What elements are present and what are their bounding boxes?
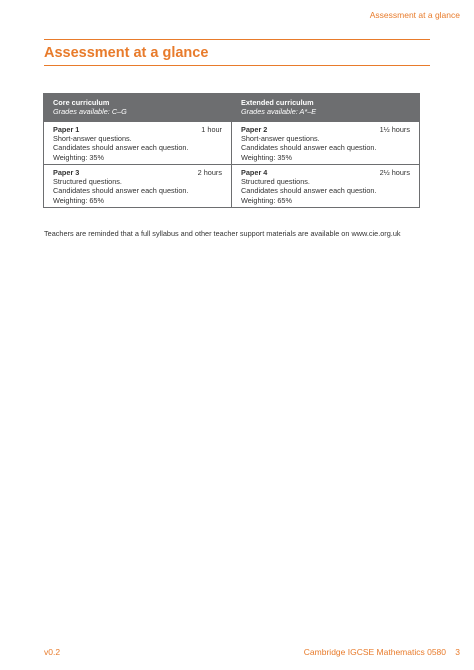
paper-cell-paper-4 [232,165,420,208]
footer-version: v0.2 [44,647,61,657]
page-number: 3 [455,647,460,657]
paper-name: Paper 3 [53,168,80,177]
footer-doc-title: Cambridge IGCSE Mathematics 0580 [303,647,446,657]
paper-format: Structured questions. [241,177,310,187]
paper-format: Short-answer questions. [53,134,132,144]
table-row [44,122,420,165]
paper-duration: 2½ hours [379,168,410,177]
paper-duration: 1 hour [201,125,222,134]
table-row [44,165,420,208]
paper-format: Short-answer questions. [241,134,320,144]
column-title: Extended curriculum [241,98,314,107]
running-header: Assessment at a glance [369,10,460,20]
column-header-core [44,94,232,122]
table-header-row [44,94,420,122]
paper-cell-paper-1 [44,122,232,165]
paper-name: Paper 1 [53,125,80,134]
assessment-table [43,93,420,208]
paper-instruction: Candidates should answer each question. [53,186,189,196]
paper-instruction: Candidates should answer each question. [241,186,377,196]
paper-weighting: Weighting: 65% [241,195,292,205]
header-rule [44,39,430,40]
paper-instruction: Candidates should answer each question. [241,143,377,153]
paper-cell-paper-3 [44,165,232,208]
paper-cell-paper-2 [232,122,420,165]
title-rule [44,65,430,66]
paper-name: Paper 2 [241,125,268,134]
paper-weighting: Weighting: 35% [53,152,104,162]
column-subtitle: Grades available: C–G [53,107,127,117]
support-materials-note: Teachers are reminded that a full syllabus and other teacher support materials are available on www.cie.org.uk [44,229,401,238]
paper-weighting: Weighting: 65% [53,195,104,205]
paper-duration: 1½ hours [379,125,410,134]
paper-weighting: Weighting: 35% [241,152,292,162]
paper-name: Paper 4 [241,168,268,177]
column-title: Core curriculum [53,98,110,107]
page-title: Assessment at a glance [44,45,209,61]
paper-duration: 2 hours [197,168,222,177]
column-subtitle: Grades available: A*–E [241,107,317,117]
paper-format: Structured questions. [53,177,122,187]
paper-instruction: Candidates should answer each question. [53,143,189,153]
column-header-extended [232,94,420,122]
